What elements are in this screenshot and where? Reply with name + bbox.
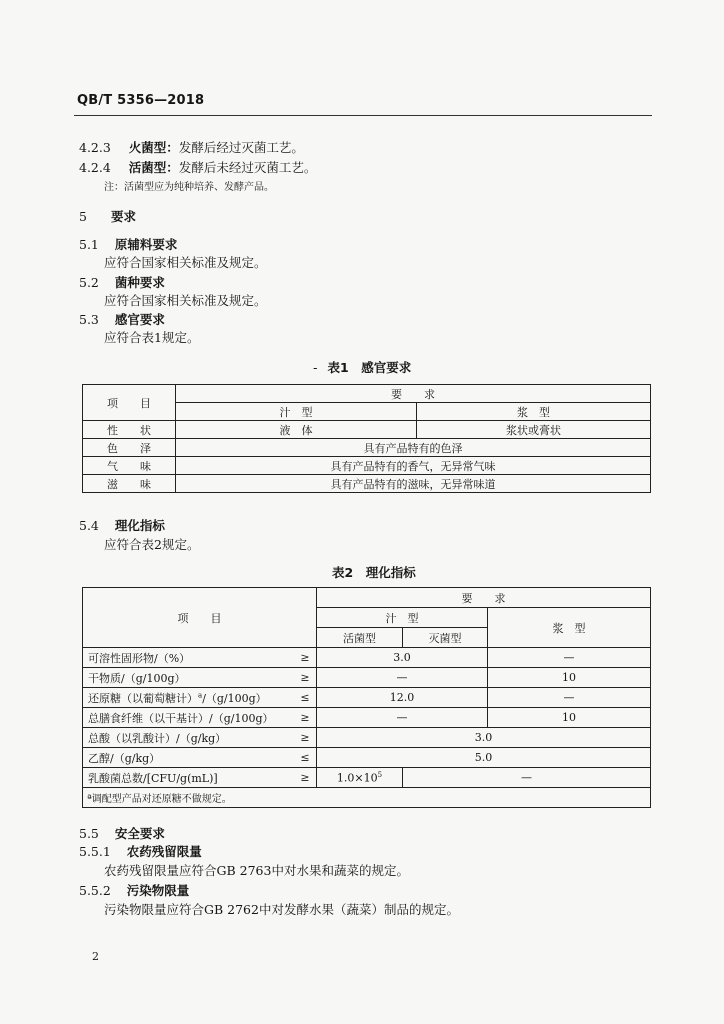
row-juice: — <box>317 708 488 728</box>
row-juice: 12.0 <box>317 688 488 708</box>
section-title: 菌种要求 <box>114 275 165 290</box>
row-requirement: 具有产品特有的香气，无异常气味 <box>176 457 651 475</box>
section-title: 要求 <box>110 209 136 224</box>
table-row <box>83 457 651 475</box>
row-operator: ≥ <box>294 648 317 668</box>
clause-number: 4.2.3 <box>79 140 111 155</box>
row-item-text: 还原糖（以葡萄糖计） <box>88 691 198 705</box>
clause-title: 活菌型： <box>128 160 179 175</box>
row-live-value: 1.0×10 <box>336 771 378 785</box>
section-text: 农药残留限量应符合GB 2763中对水果和蔬菜的规定。 <box>104 863 409 878</box>
section-text: 应符合表2规定。 <box>104 537 200 552</box>
row-paste: — <box>488 688 651 708</box>
table1-caption <box>313 358 411 376</box>
section-number: 5.5.2 <box>79 883 111 898</box>
header-live: 活菌型 <box>317 628 403 648</box>
row-item: 干物质/（g/100g） <box>83 668 295 688</box>
row-requirement: 具有产品特有的色泽 <box>176 439 651 457</box>
row-operator: ≥ <box>294 668 317 688</box>
section-text: 应符合表1规定。 <box>104 330 200 345</box>
section-5-3 <box>79 310 165 328</box>
section-5 <box>79 207 136 225</box>
row-juice: 3.0 <box>317 648 488 668</box>
row-paste: 10 <box>488 708 651 728</box>
section-title: 感官要求 <box>114 312 165 327</box>
section-number: 5.2 <box>79 275 99 290</box>
section-title: 安全要求 <box>114 826 165 841</box>
physicochemical-indicators-table <box>82 587 651 808</box>
footnote-mark: a <box>198 690 203 699</box>
section-number: 5.1 <box>79 237 99 252</box>
row-operator: ≥ <box>294 728 317 748</box>
standard-code: QB/T 5356—2018 <box>77 93 205 108</box>
section-number: 5.5.1 <box>79 844 111 859</box>
section-title: 农药残留限量 <box>126 844 202 859</box>
row-item: 总膳食纤维（以干基计）/（g/100g） <box>83 708 295 728</box>
row-juice: — <box>317 668 488 688</box>
row-item: 乳酸菌总数/[CFU/g(mL)] <box>83 768 295 788</box>
clause-4-2-4 <box>79 158 316 176</box>
row-operator: ≤ <box>294 748 317 768</box>
header-requirement: 要 求 <box>317 588 651 608</box>
row-item: 性 状 <box>83 421 176 439</box>
clause-text: 发酵后经过灭菌工艺。 <box>178 140 304 155</box>
clause-number: 4.2.4 <box>79 160 111 175</box>
section-number: 5.5 <box>79 826 99 841</box>
section-text: 应符合国家相关标准及规定。 <box>104 293 267 308</box>
row-operator: ≤ <box>294 688 317 708</box>
section-title: 污染物限量 <box>126 883 190 898</box>
sensory-requirements-table <box>82 384 651 493</box>
row-item: 色 泽 <box>83 439 176 457</box>
row-item: 滋 味 <box>83 475 176 493</box>
clause-4-2-3 <box>79 138 304 156</box>
section-title: 理化指标 <box>114 518 165 533</box>
row-paste: — <box>488 648 651 668</box>
header-item: 项 目 <box>83 385 176 421</box>
table-row <box>83 421 651 439</box>
header-rule <box>74 115 652 116</box>
section-text: 污染物限量应符合GB 2762中对发酵水果（蔬菜）制品的规定。 <box>104 902 459 917</box>
caption-text: 表1 感官要求 <box>327 360 412 375</box>
row-item: 乙醇/（g/kg） <box>83 748 295 768</box>
row-item: 气 味 <box>83 457 176 475</box>
row-rest: — <box>403 768 651 788</box>
page-number: 2 <box>92 950 99 963</box>
table-footnote: ª调配型产品对还原糖不做规定。 <box>83 788 651 808</box>
section-number: 5 <box>79 209 87 224</box>
row-operator: ≥ <box>294 708 317 728</box>
row-live-exponent: 5 <box>377 770 383 779</box>
section-5-5-2 <box>79 881 189 899</box>
row-item: 可溶性固形物/（%） <box>83 648 295 668</box>
table-row <box>83 439 651 457</box>
table-row <box>83 668 651 688</box>
table-row <box>83 748 651 768</box>
table-row <box>83 475 651 493</box>
section-title: 原辅料要求 <box>114 237 178 252</box>
row-item-unit: /（g/100g） <box>202 691 267 705</box>
table-header-row <box>83 385 651 403</box>
clause-note: 注：活菌型应为纯种培养、发酵产品。 <box>104 182 274 193</box>
caption-mark: - <box>313 360 318 375</box>
row-juice: 液 体 <box>176 421 417 439</box>
section-5-1 <box>79 235 177 253</box>
row-item <box>83 688 295 708</box>
table-row <box>83 768 651 788</box>
table2-caption: 表2 理化指标 <box>332 565 416 580</box>
header-sterile: 灭菌型 <box>403 628 488 648</box>
section-5-5-1 <box>79 842 202 860</box>
row-paste: 浆状或膏状 <box>417 421 651 439</box>
row-operator: ≥ <box>294 768 317 788</box>
table-row <box>83 648 651 668</box>
table-row <box>83 688 651 708</box>
row-all: 3.0 <box>317 728 651 748</box>
table-header-row <box>83 588 651 608</box>
header-juice: 汁 型 <box>176 403 417 421</box>
row-all: 5.0 <box>317 748 651 768</box>
section-number: 5.4 <box>79 518 99 533</box>
header-item: 项 目 <box>83 588 317 648</box>
section-text: 应符合国家相关标准及规定。 <box>104 255 267 270</box>
section-5-5 <box>79 824 165 842</box>
section-number: 5.3 <box>79 312 99 327</box>
table-row <box>83 708 651 728</box>
header-paste: 浆 型 <box>417 403 651 421</box>
clause-title: 火菌型： <box>128 140 179 155</box>
table-row <box>83 728 651 748</box>
table-note-row <box>83 788 651 808</box>
section-5-2 <box>79 273 165 291</box>
row-live <box>317 768 403 788</box>
clause-text: 发酵后未经过灭菌工艺。 <box>178 160 317 175</box>
header-juice: 汁 型 <box>317 608 488 628</box>
row-paste: 10 <box>488 668 651 688</box>
row-item: 总酸（以乳酸计）/（g/kg） <box>83 728 295 748</box>
header-paste: 浆 型 <box>488 608 651 648</box>
row-requirement: 具有产品特有的滋味，无异常味道 <box>176 475 651 493</box>
header-requirement: 要 求 <box>176 385 651 403</box>
section-5-4 <box>79 516 165 534</box>
